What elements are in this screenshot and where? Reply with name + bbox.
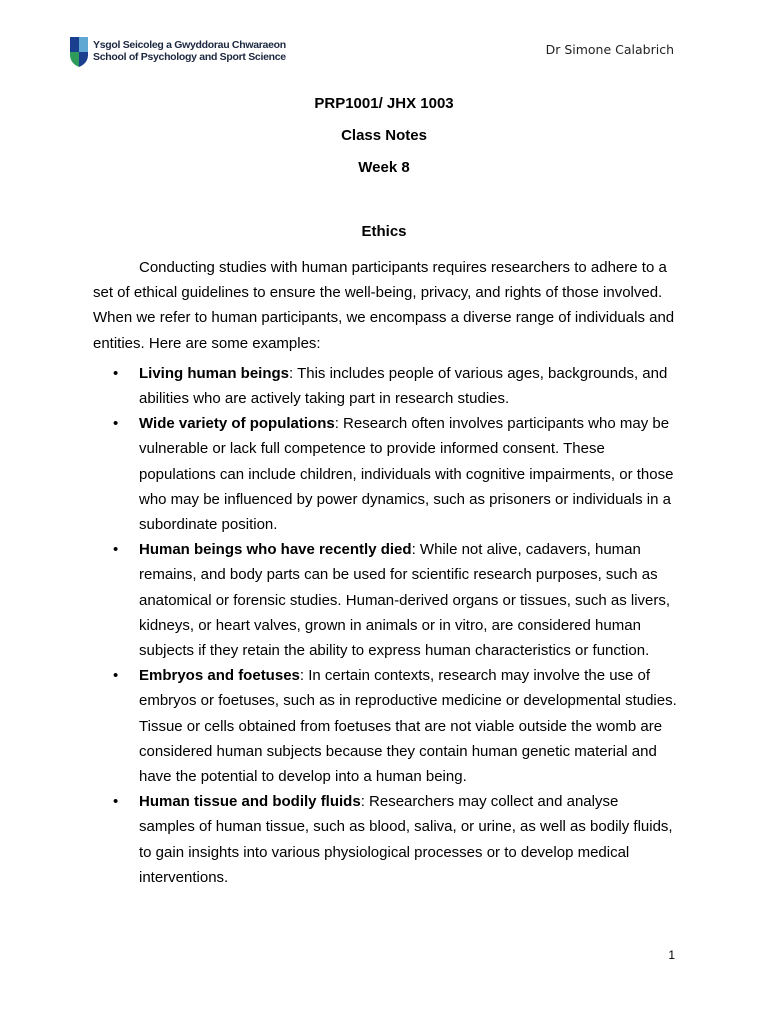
course-code: PRP1001/ JHX 1003 bbox=[314, 95, 454, 112]
list-item-term: Embryos and foetuses bbox=[139, 667, 300, 685]
bullet-icon: • bbox=[113, 541, 119, 559]
list-item bbox=[93, 789, 678, 890]
list-item bbox=[93, 361, 678, 411]
list-item bbox=[93, 663, 678, 789]
intro-paragraph: Conducting studies with human participants requires researchers to adhere to a set of ethical guidelines to ensure the well-being, privacy, and rights of those involved. When we refer to human participants, we encompass a diverse range of individuals and entities. Here are some examples: bbox=[93, 259, 675, 352]
list-item-term: Wide variety of populations bbox=[139, 415, 335, 433]
list-item-term: Living human beings bbox=[139, 364, 290, 382]
participant-types-list bbox=[93, 361, 678, 890]
list-item bbox=[93, 537, 678, 663]
list-item-text: : In certain contexts, research may involve the use of embryos or foetuses, such as in reproductive medicine or developmental studies. Tissue or cells obtained from foetuses that are not viable outside the womb are considered human subjects because they contain human genetic material and have the potential to develop into a human being. bbox=[139, 667, 677, 786]
list-item-text: : Researchers may collect and analyse samples of human tissue, such as blood, saliva, or urine, as well as bodily fluids, to gain insights into various physiological processes or to develop medical interventions. bbox=[139, 793, 673, 886]
list-item-text: : Research often involves participants who may be vulnerable or lack full competence to provide informed consent. These populations can include children, individuals with cognitive impairments, or those who may be influenced by power dynamics, such as prisoners or individuals in a subordinate position. bbox=[139, 415, 674, 534]
list-item bbox=[93, 411, 678, 537]
list-item-term: Human beings who have recently died bbox=[139, 541, 412, 559]
bullet-icon: • bbox=[113, 793, 119, 811]
logo-line-english: School of Psychology and Sport Science bbox=[93, 51, 286, 63]
list-item-term: Human tissue and bodily fluids bbox=[139, 793, 361, 811]
logo-line-welsh: Ysgol Seicoleg a Gwyddorau Chwaraeon bbox=[93, 39, 286, 51]
week-label: Week 8 bbox=[358, 159, 410, 176]
document-body bbox=[93, 255, 678, 890]
section-heading: Ethics bbox=[361, 223, 407, 240]
list-item-text: : This includes people of various ages, backgrounds, and abilities who are actively taking part in research studies. bbox=[139, 364, 668, 408]
school-logo bbox=[70, 37, 286, 67]
list-item-text: : While not alive, cadavers, human remains, and body parts can be used for scientific research purposes, such as anatomical or forensic studies. Human-derived organs or tissues, such as livers, kidneys, or heart valves, grown in animals or in vitro, are considered human subjects if they retain the ability to express human characteristics or function. bbox=[139, 541, 671, 660]
bullet-icon: • bbox=[113, 415, 119, 433]
author-name: Dr Simone Calabrich bbox=[545, 42, 674, 57]
page-number: 1 bbox=[668, 948, 675, 962]
bullet-icon: • bbox=[113, 667, 119, 685]
shield-logo-icon bbox=[70, 37, 88, 67]
bullet-icon: • bbox=[113, 364, 119, 382]
page-header bbox=[0, 0, 768, 80]
logo-text bbox=[93, 39, 286, 63]
document-type: Class Notes bbox=[341, 127, 427, 144]
